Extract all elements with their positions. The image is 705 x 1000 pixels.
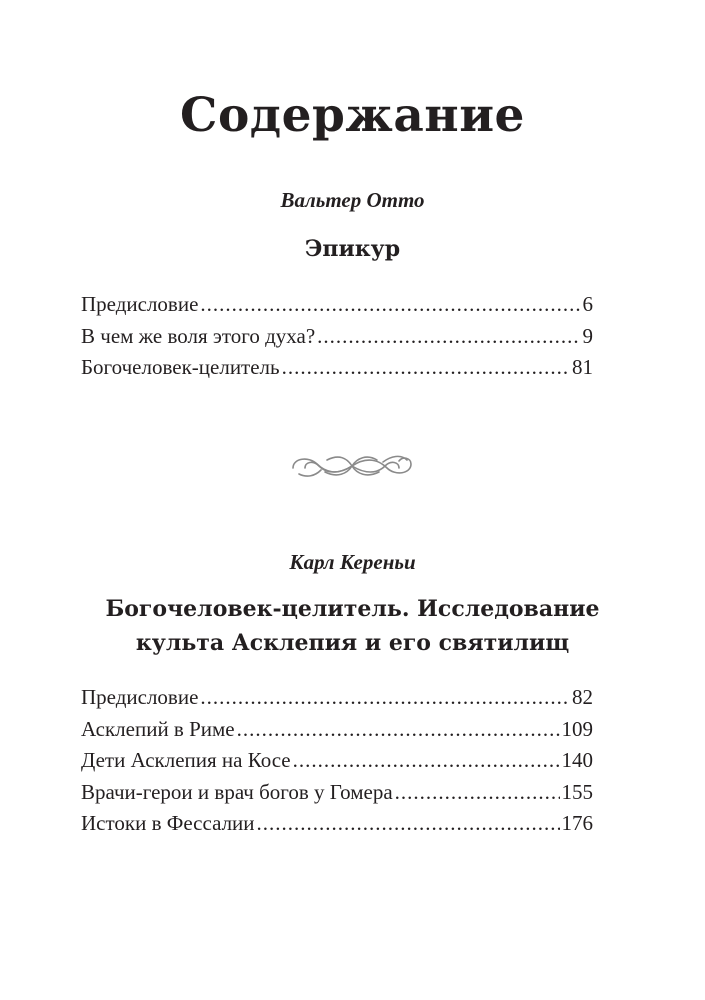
toc-entry-label: Предисловие [81, 292, 199, 316]
toc-dot-leader [293, 748, 560, 773]
toc-dot-leader [282, 355, 570, 380]
section-2-work-title [0, 592, 705, 660]
toc-entry[interactable] [81, 324, 593, 356]
toc-entry-label: Асклепий в Риме [81, 716, 235, 741]
toc-entry[interactable] [81, 811, 593, 843]
page-title: Содержание [180, 88, 525, 143]
section-1-author: Вальтер Отто [280, 188, 425, 212]
toc-entry-page: 109 [561, 716, 593, 741]
toc-entry-page: 176 [561, 811, 593, 835]
section-2-toc [81, 685, 593, 843]
toc-entry-page: 140 [561, 748, 593, 772]
section-1-work-title [0, 232, 705, 266]
toc-entry-page: 155 [561, 779, 593, 804]
toc-entry-page: 82 [572, 685, 593, 709]
toc-entry-page: 81 [572, 355, 593, 379]
section-2-work-title-line: Богочеловек-целитель. Исследование [105, 596, 600, 622]
toc-dot-leader [200, 292, 580, 317]
toc-dot-leader [257, 811, 560, 836]
toc-entry-label: Предисловие [81, 685, 199, 709]
toc-entry-page: 9 [582, 323, 593, 348]
toc-entry-label: Врачи-герои и врач богов у Гомера [81, 779, 393, 804]
toc-entry-label: В чем же воля этого духа? [81, 323, 316, 348]
section-2-author: Карл Кереньи [289, 550, 416, 574]
toc-entry[interactable] [81, 717, 593, 749]
flourish-ornament-icon [287, 448, 417, 484]
toc-dot-leader [237, 717, 560, 742]
toc-entry[interactable] [81, 355, 593, 387]
toc-dot-leader [200, 685, 570, 710]
toc-entry-label: Дети Асклепия на Косе [81, 748, 291, 772]
toc-entry-label: Истоки в Фессалии [81, 811, 255, 835]
toc-entry-page: 6 [582, 292, 593, 316]
toc-dot-leader [395, 780, 560, 805]
toc-entry[interactable] [81, 780, 593, 812]
toc-entry[interactable] [81, 748, 593, 780]
section-1-toc [81, 292, 593, 387]
toc-dot-leader [317, 324, 580, 349]
toc-entry-label: Богочеловек-целитель [81, 355, 280, 379]
section-2-work-title-line: культа Асклепия и его святилищ [135, 630, 570, 656]
toc-entry[interactable] [81, 292, 593, 324]
toc-entry[interactable] [81, 685, 593, 717]
section-1-work-title-line: Эпикур [304, 236, 401, 262]
